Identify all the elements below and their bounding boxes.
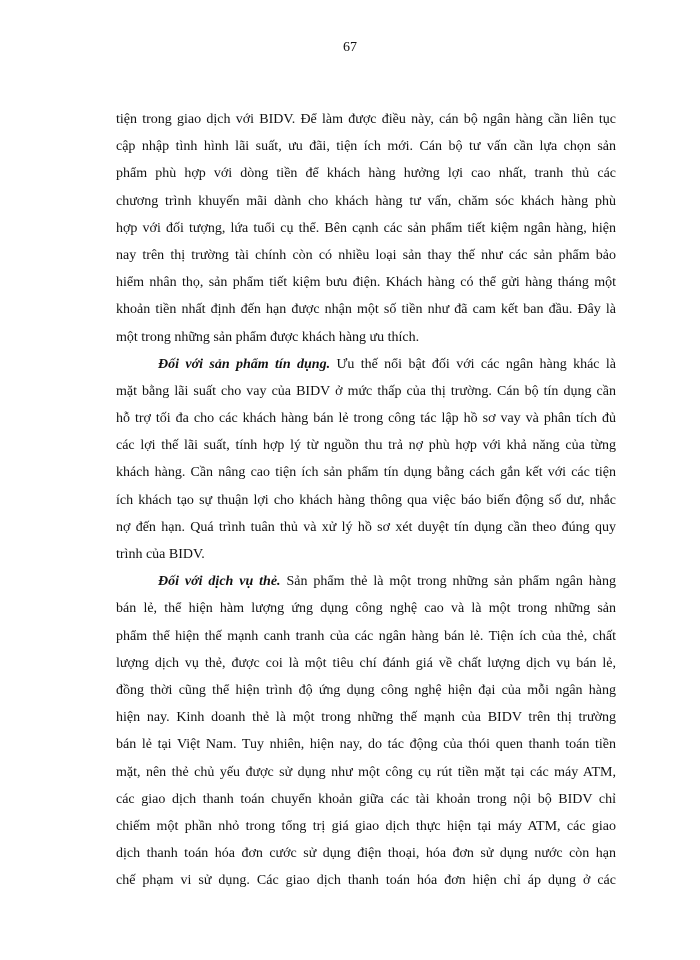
text-line: bán lẻ, thể hiện hàm lượng ứng dụng công nghệ cao và là một trong những sản	[116, 601, 616, 617]
text-line: hỗ trợ tối đa cho các khách hàng bán lẻ trong công tác lập hồ sơ vay và phân tích đủ	[116, 411, 616, 427]
text-line: hợp với đối tượng, lứa tuổi cụ thể. Bên cạnh các sản phẩm tiết kiệm ngân hàng, hiện	[116, 220, 616, 236]
text-line: các lợi thế lãi suất, tính hợp lý từ nguồn thu trả nợ phù hợp với khả năng của từng	[116, 438, 616, 454]
text-line: một trong những sản phẩm được khách hàng ưu thích.	[116, 329, 420, 345]
text-line: khoản tiền nhất định đến hạn được nhận một số tiền như đã cam kết ban đầu. Đây là	[116, 302, 616, 318]
text-line: ích khách tạo sự thuận lợi cho khách hàng thông qua việc báo biến động số dư, nhắc	[116, 492, 616, 508]
text-line: chế phạm vi sử dụng. Các giao dịch thanh toán hóa đơn hiện chỉ áp dụng ở các	[116, 873, 616, 889]
text-line: chương trình khuyến mãi dành cho khách hàng tư vấn, chăm sóc khách hàng phù	[116, 193, 616, 209]
section-lead-card-services: Đối với dịch vụ thẻ.	[158, 574, 281, 590]
text-line: các giao dịch thanh toán chuyển khoản giữa các tài khoản trong nội bộ BIDV chỉ	[116, 791, 616, 807]
section-lead-credit-products: Đối với sản phẩm tín dụng.	[158, 356, 331, 372]
paragraph-credit-products-first-line	[116, 351, 616, 378]
paragraph-card-services-first-line	[116, 568, 616, 595]
text-line: dịch thanh toán hóa đơn cước sử dụng điện thoại, hóa đơn sử dụng nước còn hạn	[116, 846, 616, 862]
text-line: chiếm một phần nhỏ trong tổng trị giá giao dịch thực hiện tại máy ATM, các giao	[116, 818, 616, 834]
text-line: khách hàng. Cần nâng cao tiện ích sản phẩm tín dụng bằng cách gắn kết với các tiện	[116, 465, 616, 481]
text-line: hiện nay. Kinh doanh thẻ là một trong những thế mạnh của BIDV trên thị trường	[116, 710, 616, 726]
text-line: bán lẻ tại Việt Nam. Tuy nhiên, hiện nay, do tác động của thói quen thanh toán tiền	[116, 737, 616, 753]
text-line: lượng dịch vụ thẻ, được coi là một tiêu chí đánh giá về chất lượng dịch vụ bán lẻ,	[116, 655, 616, 671]
text-span: Sản phẩm thẻ là một trong những sản phẩm ngân hàng	[280, 574, 616, 590]
text-line: tiện trong giao dịch với BIDV. Để làm được điều này, cán bộ ngân hàng cần liên tục	[116, 112, 616, 127]
text-line: hiểm nhân thọ, sản phẩm tiết kiệm bưu điện. Khách hàng có thể gửi hàng tháng một	[116, 275, 616, 291]
text-line: đồng thời cũng thể hiện trình độ ứng dụng công nghệ hiện đại của mỗi ngân hàng	[116, 682, 616, 698]
text-line: nay trên thị trường tài chính còn có nhiều loại sản thay thế như các sản phẩm bảo	[116, 247, 616, 263]
text-line: mặt bằng lãi suất cho vay của BIDV ở mức thấp của thị trường. Cán bộ tín dụng cần	[116, 383, 616, 399]
paragraph-savings-continuation	[116, 106, 616, 894]
text-line: cập nhập tình hình lãi suất, ưu đãi, tiện ích mới. Cán bộ tư vấn cần lựa chọn sản	[116, 139, 616, 155]
text-span: Ưu thế nổi bật đối với các ngân hàng khác là	[330, 356, 616, 372]
text-line: phẩm phù hợp với dòng tiền để khách hàng hưởng lợi cao nhất, tranh thủ các	[116, 166, 616, 182]
text-line: mặt, nên thẻ chủ yếu được sử dụng như một công cụ rút tiền mặt tại các máy ATM,	[116, 764, 616, 780]
text-line: nợ đến hạn. Quá trình tuân thủ và xử lý hồ sơ xét duyệt tín dụng cần theo đúng quy	[116, 519, 616, 535]
text-line: phẩm thể hiện thế mạnh canh tranh của các ngân hàng bán lẻ. Tiện ích của thẻ, chất	[116, 628, 616, 644]
text-line: trình của BIDV.	[116, 547, 205, 562]
page-number: 67	[343, 40, 357, 55]
